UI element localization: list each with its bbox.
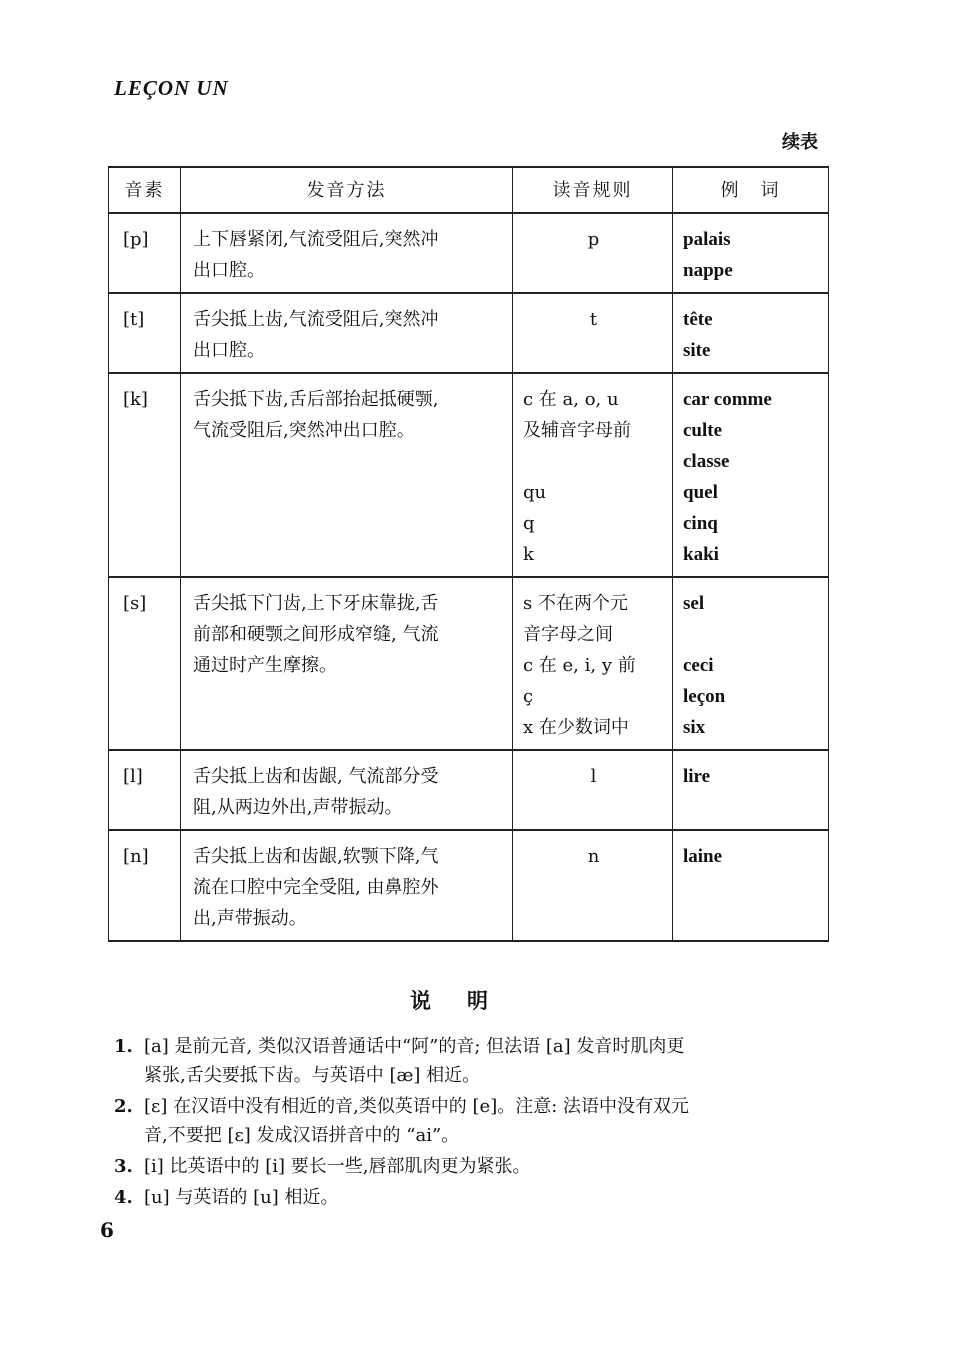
example-word: nappe xyxy=(683,260,733,281)
note-line: [a] 是前元音, 类似汉语普通话中“阿”的音; 但法语 [a] 发音时肌肉更 xyxy=(144,1036,685,1057)
phoneme-table xyxy=(108,166,829,942)
rule-line xyxy=(523,446,664,477)
header-rules: 读音规则 xyxy=(513,167,673,213)
header-phoneme: 音素 xyxy=(109,167,181,213)
table-row xyxy=(109,830,829,941)
method-line: 出,声带振动。 xyxy=(193,908,307,929)
example-word: ceci xyxy=(683,655,714,676)
method-line: 舌尖抵上齿,气流受阻后,突然冲 xyxy=(193,309,439,330)
table-row xyxy=(109,577,829,750)
phoneme-cell: [t] xyxy=(109,293,181,373)
notes-title: 说明 xyxy=(410,988,524,1013)
lesson-header: LEÇON UN xyxy=(114,76,229,100)
example-word: lire xyxy=(683,766,711,787)
examples-cell xyxy=(673,830,829,941)
phoneme-cell: [k] xyxy=(109,373,181,577)
example-word: classe xyxy=(683,451,730,472)
note-number: 4. xyxy=(114,1187,133,1208)
rules-cell xyxy=(513,213,673,293)
example-word: palais xyxy=(683,229,731,250)
phoneme-cell: [p] xyxy=(109,213,181,293)
page-number: 6 xyxy=(100,1218,114,1242)
note-line: [ɛ] 在汉语中没有相近的音,类似英语中的 [e]。注意: 法语中没有双元 xyxy=(144,1096,690,1117)
method-line: 前部和硬颚之间形成窄缝, 气流 xyxy=(193,624,439,645)
note-item xyxy=(114,1183,826,1212)
rule-line: qu xyxy=(523,482,547,503)
table-body xyxy=(109,213,829,941)
rules-cell xyxy=(513,830,673,941)
examples-cell xyxy=(673,750,829,830)
examples-cell xyxy=(673,373,829,577)
rule-line: q xyxy=(523,513,535,534)
rule-line: x 在少数词中 xyxy=(523,717,629,738)
notes-list xyxy=(114,1032,826,1214)
method-line: 通过时产生摩擦。 xyxy=(193,655,337,676)
example-word: tête xyxy=(683,309,713,330)
method-line: 舌尖抵上齿和齿龈,软颚下降,气 xyxy=(193,846,439,867)
header-examples: 例 词 xyxy=(673,167,829,213)
examples-cell xyxy=(673,577,829,750)
method-line: 气流受阻后,突然冲出口腔。 xyxy=(193,420,415,441)
rule-line: k xyxy=(523,544,534,565)
note-item xyxy=(114,1152,826,1181)
method-cell xyxy=(181,213,513,293)
rule-line: c 在 a, o, u xyxy=(523,389,619,410)
example-word: cinq xyxy=(683,513,718,534)
method-cell xyxy=(181,293,513,373)
examples-cell xyxy=(673,213,829,293)
method-line: 舌尖抵下门齿,上下牙床靠拢,舌 xyxy=(193,593,439,614)
example-word: leçon xyxy=(683,686,726,707)
rules-cell xyxy=(513,577,673,750)
phoneme-cell: [n] xyxy=(109,830,181,941)
rules-cell xyxy=(513,373,673,577)
example-word: sel xyxy=(683,593,705,614)
rule-line: s 不在两个元 xyxy=(523,593,628,614)
table-row xyxy=(109,213,829,293)
table-row xyxy=(109,293,829,373)
table-header-row xyxy=(109,167,829,213)
method-line: 出口腔。 xyxy=(193,260,265,281)
note-line: [i] 比英语中的 [i] 要长一些,唇部肌肉更为紧张。 xyxy=(144,1156,531,1177)
example-word: culte xyxy=(683,420,723,441)
method-cell xyxy=(181,577,513,750)
rule-line: t xyxy=(589,309,598,330)
table-row xyxy=(109,750,829,830)
method-line: 舌尖抵下齿,舌后部抬起抵硬颚, xyxy=(193,389,439,410)
table-row xyxy=(109,373,829,577)
example-word: car comme xyxy=(683,389,772,410)
note-line: [u] 与英语的 [u] 相近。 xyxy=(144,1187,339,1208)
rules-cell xyxy=(513,293,673,373)
method-line: 流在口腔中完全受阻, 由鼻腔外 xyxy=(193,877,439,898)
header-method: 发音方法 xyxy=(181,167,513,213)
example-word: six xyxy=(683,717,706,738)
rule-line: p xyxy=(587,229,600,250)
phoneme-cell: [l] xyxy=(109,750,181,830)
note-item xyxy=(114,1092,826,1150)
note-number: 1. xyxy=(114,1036,133,1057)
rule-line: c 在 e, i, y 前 xyxy=(523,655,636,676)
method-line: 舌尖抵上齿和齿龈, 气流部分受 xyxy=(193,766,439,787)
method-line: 上下唇紧闭,气流受阻后,突然冲 xyxy=(193,229,439,250)
method-cell xyxy=(181,373,513,577)
note-line: 紧张,舌尖要抵下齿。与英语中 [æ] 相近。 xyxy=(144,1065,481,1086)
phoneme-cell: [s] xyxy=(109,577,181,750)
example-word: kaki xyxy=(683,544,719,565)
note-line: 音,不要把 [ɛ] 发成汉语拼音中的 “ai”。 xyxy=(144,1125,460,1146)
example-word: laine xyxy=(683,846,723,867)
rule-line: 音字母之间 xyxy=(523,624,613,645)
continued-label: 续表 xyxy=(782,132,818,153)
example-word xyxy=(683,619,820,650)
method-cell xyxy=(181,830,513,941)
method-line: 阻,从两边外出,声带振动。 xyxy=(193,797,403,818)
note-number: 2. xyxy=(114,1096,133,1117)
rule-line: ç xyxy=(523,686,534,707)
rule-line: n xyxy=(587,846,600,867)
note-number: 3. xyxy=(114,1156,133,1177)
method-line: 出口腔。 xyxy=(193,340,265,361)
example-word: site xyxy=(683,340,711,361)
rule-line: 及辅音字母前 xyxy=(523,420,631,441)
method-cell xyxy=(181,750,513,830)
rule-line: l xyxy=(590,766,597,787)
rules-cell xyxy=(513,750,673,830)
example-word: quel xyxy=(683,482,718,503)
note-item xyxy=(114,1032,826,1090)
examples-cell xyxy=(673,293,829,373)
